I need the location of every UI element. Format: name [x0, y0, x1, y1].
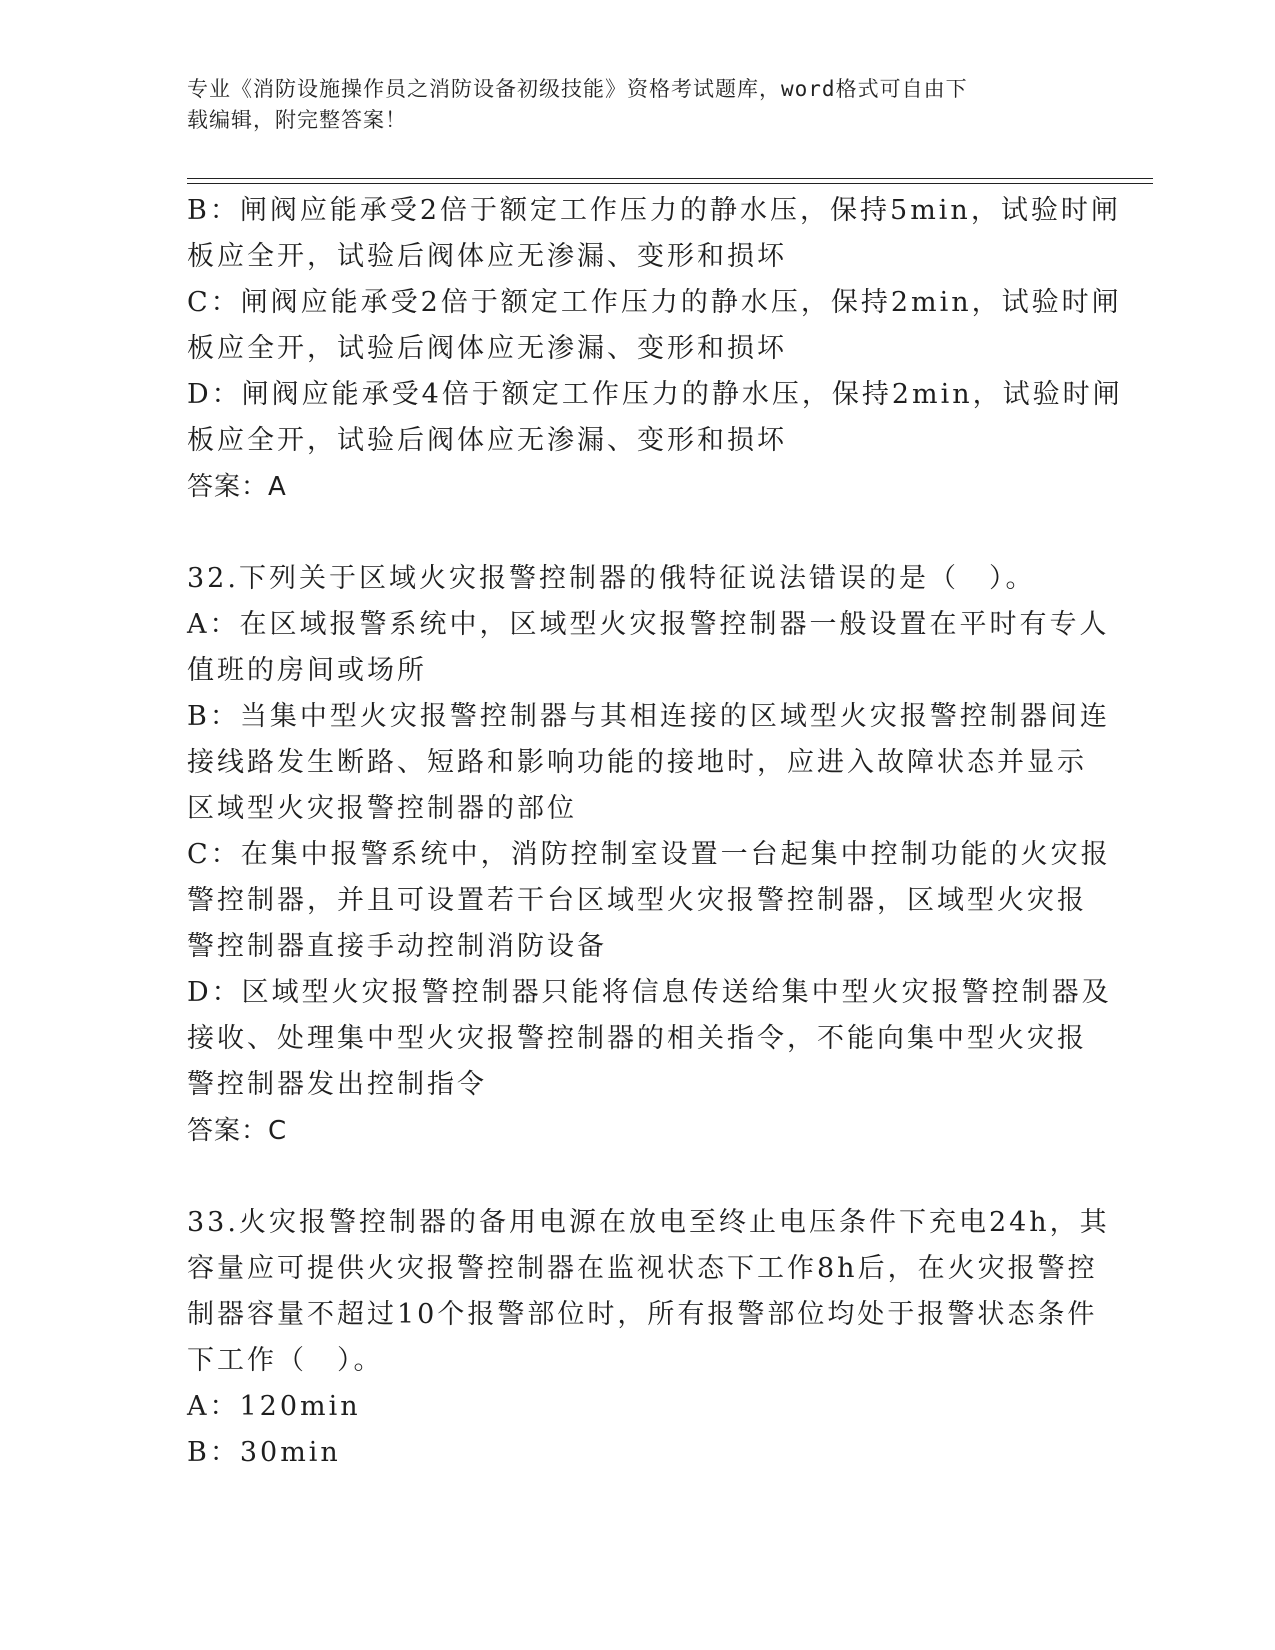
- q32-option-b-line-2: 接线路发生断路、短路和影响功能的接地时，应进入故障状态并显示: [187, 747, 1087, 778]
- q33-stem-line-1: 33.火灾报警控制器的备用电源在放电至终止电压条件下充电24h，其: [187, 1207, 1110, 1238]
- question-31-remainder: [187, 188, 1123, 510]
- question-32: [187, 556, 1112, 1154]
- q32-option-d-line-2: 接收、处理集中型火灾报警控制器的相关指令，不能向集中型火灾报: [187, 1023, 1087, 1054]
- document-header: [187, 74, 1067, 136]
- header-divider-top: [187, 178, 1153, 179]
- q31-answer: 答案：A: [187, 472, 287, 502]
- q31-option-d-line-1: D：闸阀应能承受4倍于额定工作压力的静水压，保持2min，试验时闸: [187, 379, 1123, 410]
- header-divider-bottom: [187, 183, 1153, 184]
- q32-option-a-line-1: A：在区域报警系统中，区域型火灾报警控制器一般设置在平时有专人: [187, 609, 1110, 640]
- q31-option-b-line-1: B：闸阀应能承受2倍于额定工作压力的静水压，保持5min，试验时闸: [187, 195, 1121, 226]
- q32-option-c-line-3: 警控制器直接手动控制消防设备: [187, 931, 607, 962]
- q33-stem-line-4: 下工作（ ）。: [187, 1345, 384, 1376]
- q32-option-d-line-3: 警控制器发出控制指令: [187, 1069, 487, 1100]
- header-line-1: 专业《消防设施操作员之消防设备初级技能》资格考试题库，word格式可自由下: [187, 77, 968, 101]
- q32-option-c-line-1: C：在集中报警系统中，消防控制室设置一台起集中控制功能的火灾报: [187, 839, 1111, 870]
- q33-option-a: A：120min: [187, 1391, 361, 1422]
- spacer: [187, 1154, 1087, 1200]
- q32-option-a-line-2: 值班的房间或场所: [187, 655, 427, 686]
- q32-answer: 答案：C: [187, 1116, 288, 1146]
- document-body: [187, 188, 1123, 1476]
- q32-option-c-line-2: 警控制器，并且可设置若干台区域型火灾报警控制器，区域型火灾报: [187, 885, 1087, 916]
- q31-option-c-line-1: C：闸阀应能承受2倍于额定工作压力的静水压，保持2min，试验时闸: [187, 287, 1122, 318]
- question-33: [187, 1200, 1110, 1476]
- q31-option-b-line-2: 板应全开，试验后阀体应无渗漏、变形和损坏: [187, 241, 787, 272]
- q33-stem-line-2: 容量应可提供火灾报警控制器在监视状态下工作8h后，在火灾报警控: [187, 1253, 1098, 1284]
- q33-stem-line-3: 制器容量不超过10个报警部位时，所有报警部位均处于报警状态条件: [187, 1299, 1098, 1330]
- q31-option-d-line-2: 板应全开，试验后阀体应无渗漏、变形和损坏: [187, 425, 787, 456]
- q32-option-d-line-1: D：区域型火灾报警控制器只能将信息传送给集中型火灾报警控制器及: [187, 977, 1112, 1008]
- q32-option-b-line-1: B：当集中型火灾报警控制器与其相连接的区域型火灾报警控制器间连: [187, 701, 1110, 732]
- q32-option-b-line-3: 区域型火灾报警控制器的部位: [187, 793, 577, 824]
- spacer: [187, 510, 1087, 556]
- q32-stem: 32.下列关于区域火灾报警控制器的俄特征说法错误的是（ ）。: [187, 563, 1036, 594]
- q33-option-b: B：30min: [187, 1437, 341, 1468]
- header-line-2: 载编辑，附完整答案！: [187, 108, 407, 132]
- q31-option-c-line-2: 板应全开，试验后阀体应无渗漏、变形和损坏: [187, 333, 787, 364]
